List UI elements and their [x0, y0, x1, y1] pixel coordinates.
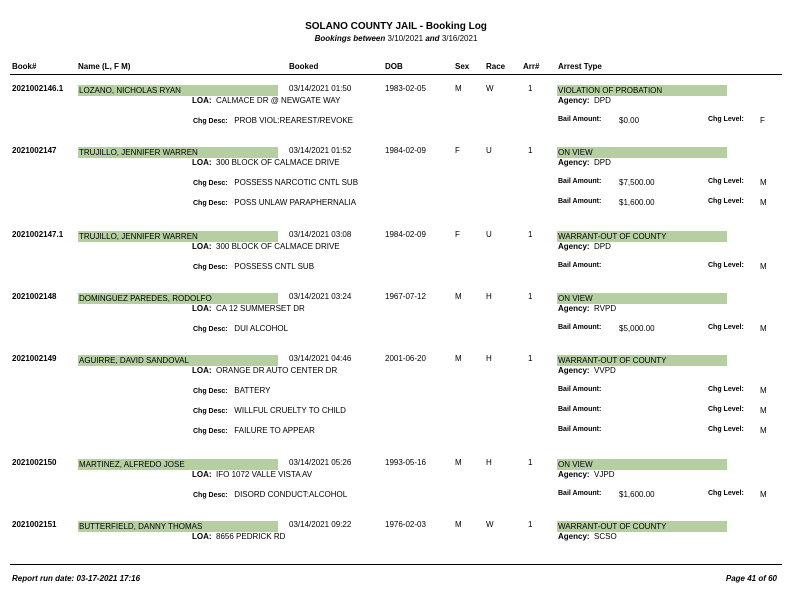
agency [558, 242, 611, 251]
loa-value: CALMACE DR @ NEWGATE WAY [216, 96, 341, 105]
agency [558, 96, 611, 105]
subtitle-prefix: Bookings between [314, 34, 386, 43]
agency-label: Agency: [558, 532, 590, 541]
race: U [486, 230, 492, 239]
col-header-booked: Booked [289, 62, 319, 71]
loa-value: 300 BLOCK OF CALMACE DRIVE [216, 158, 340, 167]
charge-description [193, 198, 356, 207]
footer-rule [10, 564, 782, 565]
header-rule [10, 74, 782, 75]
loa-value: 8656 PEDRICK RD [216, 532, 286, 541]
agency [558, 158, 611, 167]
chg-level-value: M [760, 426, 767, 435]
chg-level-label: Chg Level: [708, 116, 744, 123]
race: W [486, 84, 494, 93]
booked-datetime: 03/14/2021 03:08 [289, 230, 352, 239]
col-header-sex: Sex [455, 62, 470, 71]
bail-amount-label: Bail Amount: [558, 406, 602, 413]
sex: F [455, 146, 460, 155]
bail-amount-value: $0.00 [619, 116, 640, 125]
inmate-name: DOMINGUEZ PAREDES, RODOLFO [78, 293, 278, 304]
sex: M [455, 458, 462, 467]
chg-desc-value: POSSESS NARCOTIC CNTL SUB [234, 178, 359, 187]
booking-record [0, 292, 792, 352]
arrest-type: WARRANT-OUT OF COUNTY [557, 231, 727, 242]
date-of-birth: 2001-06-20 [385, 354, 426, 363]
agency-value: DPD [594, 96, 611, 105]
col-header-name: Name (L, F M) [78, 62, 131, 71]
agency [558, 304, 616, 313]
book-number: 2021002147 [12, 146, 57, 155]
chg-desc-label: Chg Desc: [193, 408, 228, 415]
chg-level-label: Chg Level: [708, 324, 744, 331]
agency-label: Agency: [558, 470, 590, 479]
chg-desc-value: FAILURE TO APPEAR [234, 426, 315, 435]
booking-record [0, 146, 792, 206]
charge-description [193, 116, 353, 125]
booking-record [0, 520, 792, 580]
book-number: 2021002151 [12, 520, 57, 529]
bail-amount-label: Bail Amount: [558, 324, 602, 331]
chg-level-label: Chg Level: [708, 426, 744, 433]
loa-value: CA 12 SUMMERSET DR [216, 304, 305, 313]
chg-level-label: Chg Level: [708, 262, 744, 269]
chg-level-value: M [760, 178, 767, 187]
chg-desc-label: Chg Desc: [193, 118, 228, 125]
chg-level-value: M [760, 262, 767, 271]
race: H [486, 458, 492, 467]
arrest-number: 1 [528, 458, 533, 467]
loa-label: LOA: [192, 158, 212, 167]
arrest-type: ON VIEW [557, 147, 727, 158]
loa-value: 300 BLOCK OF CALMACE DRIVE [216, 242, 340, 251]
charge-row [0, 426, 792, 437]
charge-description [193, 406, 346, 415]
charge-row [0, 262, 792, 273]
sex: M [455, 84, 462, 93]
chg-desc-label: Chg Desc: [193, 180, 228, 187]
chg-desc-value: DISORD CONDUCT:ALCOHOL [234, 490, 348, 499]
booking-record [0, 84, 792, 144]
report-subtitle [0, 34, 792, 43]
chg-level-label: Chg Level: [708, 406, 744, 413]
loa-value: IFO 1072 VALLE VISTA AV [216, 470, 313, 479]
arrest-type: VIOLATION OF PROBATION [557, 85, 727, 96]
race: H [486, 354, 492, 363]
date-of-birth: 1976-02-03 [385, 520, 426, 529]
booking-record [0, 354, 792, 435]
page-number: Page 41 of 60 [725, 574, 777, 583]
date-of-birth: 1984-02-09 [385, 146, 426, 155]
charge-description [193, 490, 347, 499]
location-of-arrest [192, 158, 340, 167]
chg-desc-value: DUI ALCOHOL [234, 324, 289, 333]
report-run-date: Report run date: 03-17-2021 17:16 [12, 574, 141, 583]
date-of-birth: 1984-02-09 [385, 230, 426, 239]
arrest-number: 1 [528, 146, 533, 155]
location-of-arrest [192, 242, 340, 251]
chg-desc-label: Chg Desc: [193, 200, 228, 207]
chg-desc-value: POSSESS CNTL SUB [234, 262, 315, 271]
booked-datetime: 03/14/2021 01:52 [289, 146, 352, 155]
inmate-name: AGUIRRE, DAVID SANDOVAL [78, 355, 278, 366]
agency-label: Agency: [558, 304, 590, 313]
arrest-number: 1 [528, 292, 533, 301]
bail-amount-value: $1,600.00 [619, 490, 655, 499]
booked-datetime: 03/14/2021 04:46 [289, 354, 352, 363]
race: U [486, 146, 492, 155]
booked-datetime: 03/14/2021 09:22 [289, 520, 352, 529]
inmate-name: BUTTERFIELD, DANNY THOMAS [78, 521, 278, 532]
chg-level-value: M [760, 324, 767, 333]
bail-amount-label: Bail Amount: [558, 178, 602, 185]
location-of-arrest [192, 532, 285, 541]
agency [558, 366, 616, 375]
charge-row [0, 386, 792, 397]
bail-amount-label: Bail Amount: [558, 426, 602, 433]
col-header-arr: Arr# [523, 62, 540, 71]
chg-level-label: Chg Level: [708, 386, 744, 393]
sex: M [455, 354, 462, 363]
bail-amount-label: Bail Amount: [558, 262, 602, 269]
loa-label: LOA: [192, 304, 212, 313]
bail-amount-label: Bail Amount: [558, 386, 602, 393]
arrest-number: 1 [528, 84, 533, 93]
arrest-number: 1 [528, 354, 533, 363]
location-of-arrest [192, 96, 340, 105]
chg-desc-value: POSS UNLAW PARAPHERNALIA [234, 198, 357, 207]
arrest-type: ON VIEW [557, 459, 727, 470]
bail-amount-value: $5,000.00 [619, 324, 655, 333]
chg-desc-value: BATTERY [234, 386, 271, 395]
charge-description [193, 178, 358, 187]
chg-level-value: F [760, 116, 765, 125]
chg-level-label: Chg Level: [708, 198, 744, 205]
col-header-race: Race [486, 62, 506, 71]
agency-label: Agency: [558, 158, 590, 167]
charge-description [193, 262, 314, 271]
chg-level-label: Chg Level: [708, 490, 744, 497]
bail-amount-value: $1,600.00 [619, 198, 655, 207]
chg-desc-label: Chg Desc: [193, 388, 228, 395]
booked-datetime: 03/14/2021 01:50 [289, 84, 352, 93]
bail-amount-label: Bail Amount: [558, 198, 602, 205]
sex: M [455, 292, 462, 301]
loa-label: LOA: [192, 242, 212, 251]
arrest-type: WARRANT-OUT OF COUNTY [557, 521, 727, 532]
loa-value: ORANGE DR AUTO CENTER DR [216, 366, 338, 375]
loa-label: LOA: [192, 470, 212, 479]
chg-desc-label: Chg Desc: [193, 326, 228, 333]
chg-level-value: M [760, 386, 767, 395]
booked-datetime: 03/14/2021 03:24 [289, 292, 352, 301]
arrest-type: WARRANT-OUT OF COUNTY [557, 355, 727, 366]
agency-value: SCSO [594, 532, 617, 541]
arrest-number: 1 [528, 520, 533, 529]
book-number: 2021002148 [12, 292, 57, 301]
booking-record [0, 230, 792, 290]
agency-label: Agency: [558, 96, 590, 105]
book-number: 2021002146.1 [12, 84, 64, 93]
charge-description [193, 386, 270, 395]
bail-amount-label: Bail Amount: [558, 490, 602, 497]
col-header-arrest-type: Arrest Type [558, 62, 602, 71]
arrest-number: 1 [528, 230, 533, 239]
subtitle-and: and [425, 34, 440, 43]
loa-label: LOA: [192, 366, 212, 375]
col-header-dob: DOB [385, 62, 403, 71]
book-number: 2021002150 [12, 458, 57, 467]
agency [558, 532, 617, 541]
col-header-book: Book# [12, 62, 37, 71]
chg-level-value: M [760, 490, 767, 499]
date-of-birth: 1967-07-12 [385, 292, 426, 301]
loa-label: LOA: [192, 96, 212, 105]
chg-desc-label: Chg Desc: [193, 428, 228, 435]
date-of-birth: 1983-02-05 [385, 84, 426, 93]
agency-label: Agency: [558, 242, 590, 251]
date-from: 3/10/2021 [387, 34, 424, 43]
chg-desc-label: Chg Desc: [193, 264, 228, 271]
race: H [486, 292, 492, 301]
charge-row [0, 178, 792, 189]
chg-level-value: M [760, 406, 767, 415]
date-of-birth: 1993-05-16 [385, 458, 426, 467]
charge-row [0, 406, 792, 417]
charge-row [0, 198, 792, 209]
inmate-name: TRUJILLO, JENNIFER WARREN [78, 231, 278, 242]
agency-value: DPD [594, 242, 611, 251]
charge-row [0, 116, 792, 127]
charge-description [193, 426, 315, 435]
agency-value: VVPD [594, 366, 616, 375]
book-number: 2021002147.1 [12, 230, 64, 239]
book-number: 2021002149 [12, 354, 57, 363]
loa-label: LOA: [192, 532, 212, 541]
chg-desc-label: Chg Desc: [193, 492, 228, 499]
inmate-name: TRUJILLO, JENNIFER WARREN [78, 147, 278, 158]
sex: M [455, 520, 462, 529]
booking-record [0, 458, 792, 518]
agency [558, 470, 614, 479]
sex: F [455, 230, 460, 239]
date-to: 3/16/2021 [441, 34, 478, 43]
bail-amount-value: $7,500.00 [619, 178, 655, 187]
location-of-arrest [192, 304, 305, 313]
agency-value: RVPD [594, 304, 617, 313]
agency-value: VJPD [594, 470, 615, 479]
location-of-arrest [192, 470, 312, 479]
chg-level-label: Chg Level: [708, 178, 744, 185]
location-of-arrest [192, 366, 337, 375]
agency-value: DPD [594, 158, 611, 167]
charge-description [193, 324, 288, 333]
bail-amount-label: Bail Amount: [558, 116, 602, 123]
arrest-type: ON VIEW [557, 293, 727, 304]
race: W [486, 520, 494, 529]
chg-desc-value: WILLFUL CRUELTY TO CHILD [234, 406, 346, 415]
booked-datetime: 03/14/2021 05:26 [289, 458, 352, 467]
agency-label: Agency: [558, 366, 590, 375]
charge-row [0, 490, 792, 501]
report-title: SOLANO COUNTY JAIL - Booking Log [305, 21, 487, 32]
charge-row [0, 324, 792, 335]
inmate-name: LOZANO, NICHOLAS RYAN [78, 85, 278, 96]
chg-desc-value: PROB VIOL:REAREST/REVOKE [234, 116, 353, 125]
inmate-name: MARTINEZ, ALFREDO JOSE [78, 459, 278, 470]
chg-level-value: M [760, 198, 767, 207]
